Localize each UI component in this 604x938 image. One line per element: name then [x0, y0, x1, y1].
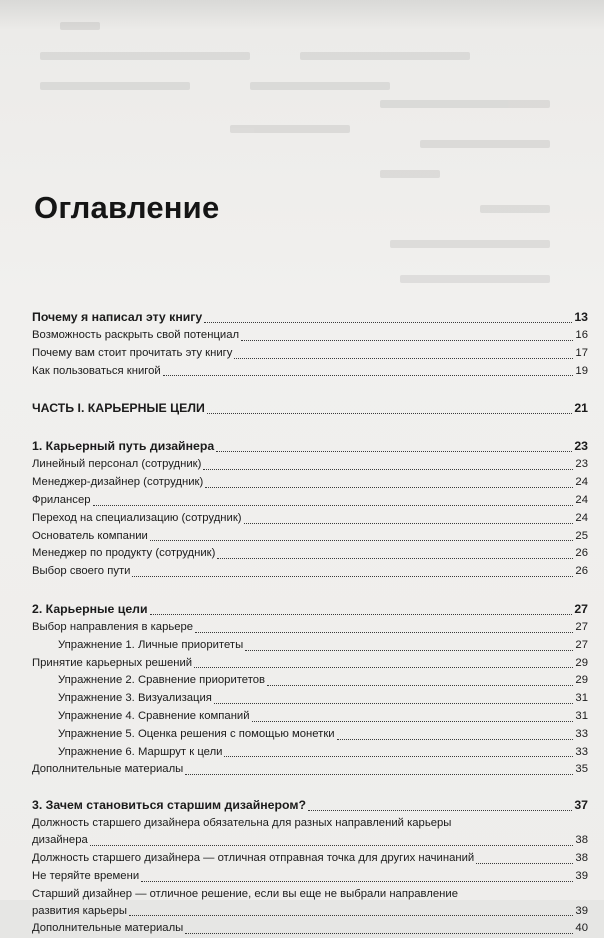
page-number: 21 [574, 401, 588, 416]
toc-entry-text: Дополнительные материалы [32, 922, 184, 935]
dot-leader [476, 863, 573, 864]
toc-entry[interactable] [32, 327, 588, 345]
page-number: 33 [575, 745, 588, 758]
toc-entry-text: Возможность раскрыть свой потенциал [32, 329, 240, 341]
toc-entry-text: Не теряйте времени [32, 869, 140, 882]
toc-entry-text: Упражнение 5. Оценка решения с помощью монетки [58, 727, 335, 740]
toc-subentry[interactable] [32, 708, 588, 726]
page-number: 37 [574, 798, 588, 813]
toc-entry-text: Основатель компании [32, 529, 148, 542]
dot-leader [207, 413, 572, 414]
toc-entry-text: Дополнительные материалы [32, 763, 184, 776]
page-number: 27 [575, 620, 588, 633]
toc-entry-text: Упражнение 2. Сравнение приоритетов [58, 674, 266, 687]
page-number: 26 [575, 547, 588, 560]
page-number: 24 [575, 511, 588, 524]
toc-entry[interactable] [32, 528, 588, 546]
page-number: 27 [574, 601, 588, 616]
dot-leader [241, 340, 573, 341]
toc-entry[interactable] [32, 474, 588, 492]
toc-subentry[interactable] [32, 726, 588, 744]
toc-entry-text: Менеджер-дизайнер (сотрудник) [32, 476, 204, 489]
toc-entry-text: дизайнера [32, 834, 88, 847]
page-number: 16 [575, 329, 588, 341]
toc-heading-text: Почему я написал эту книгу [32, 310, 203, 324]
dot-leader [204, 322, 572, 323]
toc-entry[interactable] [32, 868, 588, 886]
toc-entry-text: Линейный персонал (сотрудник) [32, 458, 202, 471]
toc-entry[interactable] [32, 920, 588, 938]
dot-leader [267, 685, 573, 686]
toc-part-heading[interactable] [32, 399, 588, 418]
toc-entry-text: Менеджер по продукту (сотрудник) [32, 547, 216, 560]
toc-entry-text: развития карьеры [32, 904, 127, 917]
dot-leader [195, 632, 573, 633]
toc-entry[interactable] [32, 456, 588, 474]
dot-leader [244, 523, 574, 524]
dot-leader [216, 451, 572, 452]
toc-entry[interactable] [32, 850, 588, 868]
page-number: 23 [574, 439, 588, 454]
toc-entry-text: Упражнение 3. Визуализация [58, 692, 212, 705]
toc-heading[interactable] [32, 600, 588, 619]
toc-entry-text: Должность старшего дизайнера — отличная отправная точка для других начинаний [32, 851, 475, 864]
toc-entry-text: Упражнение 4. Сравнение компаний [58, 709, 250, 722]
page-number: 27 [575, 638, 588, 651]
toc-subentry[interactable] [32, 690, 588, 708]
toc-entry-text-line1: Должность старшего дизайнера обязательна для разных направлений карьеры [32, 817, 452, 830]
dot-leader [93, 505, 574, 506]
toc-heading-text: 2. Карьерные цели [32, 601, 148, 616]
toc-entry-text: Выбор своего пути [32, 565, 131, 578]
page-number: 17 [575, 346, 588, 359]
page-number: 35 [575, 763, 588, 776]
dot-leader [217, 558, 573, 559]
toc-heading-text: ЧАСТЬ I. КАРЬЕРНЫЕ ЦЕЛИ [32, 401, 205, 416]
toc-entry-text: Почему вам стоит прочитать эту книгу [32, 346, 233, 359]
toc-entry[interactable] [32, 363, 588, 381]
dot-leader [214, 703, 573, 704]
toc-entry[interactable] [32, 492, 588, 510]
toc-entry[interactable] [32, 832, 588, 850]
dot-leader [185, 774, 573, 775]
dot-leader [129, 915, 573, 916]
toc-heading-text: 3. Зачем становиться старшим дизайнером? [32, 798, 306, 813]
dot-leader [205, 487, 573, 488]
page-number: 31 [575, 692, 588, 705]
page-number: 38 [575, 834, 588, 847]
page-number: 25 [575, 529, 588, 542]
dot-leader [252, 721, 574, 722]
toc-heading[interactable] [32, 796, 588, 815]
toc-subentry[interactable] [32, 744, 588, 762]
toc-entry[interactable] [32, 545, 588, 563]
toc-entry-text: Упражнение 6. Маршрут к цели [58, 745, 223, 758]
toc-entry-text: Принятие карьерных решений [32, 656, 193, 669]
page-number: 39 [575, 904, 588, 917]
dot-leader [163, 375, 574, 376]
toc-entry-text: Выбор направления в карьере [32, 620, 194, 633]
dot-leader [308, 810, 572, 811]
toc-entry[interactable] [32, 345, 588, 363]
page-number: 24 [575, 493, 588, 506]
dot-leader [203, 469, 573, 470]
page-number: 33 [575, 727, 588, 740]
page-number: 40 [575, 922, 588, 935]
toc-entry[interactable] [32, 903, 588, 921]
page-number: 38 [575, 851, 588, 864]
page-number: 29 [575, 674, 588, 687]
toc-heading[interactable] [32, 308, 588, 327]
page-number: 39 [575, 869, 588, 882]
toc-entry-text: Переход на специализацию (сотрудник) [32, 511, 242, 524]
toc-entry-text: Фрилансер [32, 493, 91, 506]
toc-entry-text-line1: Старший дизайнер — отличное решение, если вы еще не выбрали направление [32, 887, 458, 900]
show-through-text [0, 0, 604, 290]
toc-heading[interactable] [32, 437, 588, 456]
page-number: 23 [575, 458, 588, 471]
toc-entry[interactable] [32, 563, 588, 581]
dot-leader [141, 881, 573, 882]
page-number: 31 [575, 709, 588, 722]
page-number: 29 [575, 656, 588, 669]
dot-leader [150, 614, 573, 615]
page-number: 26 [575, 565, 588, 578]
toc-entry[interactable] [32, 655, 588, 673]
toc-entry[interactable] [32, 761, 588, 779]
dot-leader [150, 540, 574, 541]
toc-heading-text: 1. Карьерный путь дизайнера [32, 439, 215, 454]
dot-leader [245, 650, 573, 651]
toc-entry-text: Как пользоваться книгой [32, 364, 161, 377]
toc-entry-text: Упражнение 1. Личные приоритеты [58, 638, 244, 651]
dot-leader [194, 667, 573, 668]
dot-leader [337, 739, 574, 740]
page-title: Оглавление [34, 190, 220, 225]
dot-leader [224, 756, 573, 757]
dot-leader [132, 576, 573, 577]
page-number: 13 [574, 310, 588, 324]
page-number: 24 [575, 476, 588, 489]
page-number: 19 [575, 364, 588, 377]
dot-leader [90, 845, 574, 846]
toc-entry[interactable] [32, 619, 588, 637]
dot-leader [234, 358, 573, 359]
toc-subentry[interactable] [32, 637, 588, 655]
dot-leader [185, 933, 573, 934]
table-of-contents [32, 308, 588, 938]
toc-entry[interactable] [32, 510, 588, 528]
toc-subentry[interactable] [32, 672, 588, 690]
